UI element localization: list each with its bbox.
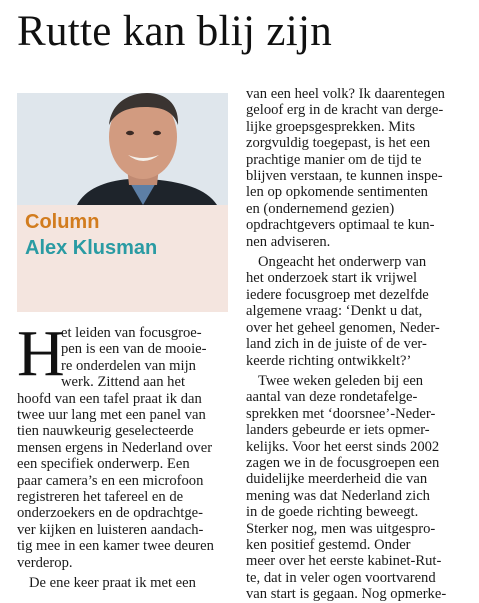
text-line: over het geheel genomen, Neder- <box>246 319 440 336</box>
byline-box <box>17 205 228 312</box>
paragraph <box>17 317 232 571</box>
text-line: van start is gegaan. Nog opmerke- <box>246 586 447 603</box>
text-line: Sterker nog, men was uitgespro- <box>246 520 436 537</box>
text-line: te, dat in veler ogen voortvarend <box>246 569 436 586</box>
text-line: nen adviseren. <box>246 233 331 250</box>
text-line: ver kijken en luisteren aandach- <box>17 521 204 538</box>
text-line: lijke groepsgesprekken. Mits <box>246 118 416 135</box>
text-line: mening was dat Nederland zich <box>246 487 430 504</box>
column-kicker: Column <box>25 211 100 233</box>
text-line: een specifiek onderwerp. Een <box>17 456 190 473</box>
text-line: twee uur lang met een panel van <box>17 407 206 424</box>
text-line: kelijks. Voor het eerst sinds 2002 <box>246 438 440 455</box>
headline: Rutte kan blij zijn <box>17 8 333 55</box>
text-line: tig mee in een kamer twee deuren <box>17 538 214 555</box>
paragraph <box>246 254 461 369</box>
text-line: Ongeacht het onderwerp van <box>258 254 427 271</box>
text-line: keerde richting ontwikkelt?’ <box>246 352 412 369</box>
text-line: ken positief gestemd. Onder <box>246 536 411 553</box>
text-line: zagen we in de focusgroepen een <box>246 454 440 471</box>
text-line: opdrachtgevers optimaal te kun- <box>246 217 435 234</box>
text-line: en (ondernemend gezien) <box>246 200 395 217</box>
text-line: et leiden van focusgroe- <box>61 325 202 341</box>
paragraph <box>246 373 461 603</box>
article-column-right <box>246 86 461 603</box>
text-line: duidelijke meerderheid die van <box>246 471 428 488</box>
text-line: iedere focusgroep met dezelfde <box>246 286 429 303</box>
text-line: pen is een van de mooie- <box>61 341 207 358</box>
text-line: werk. Zittend aan het <box>61 374 185 391</box>
text-line: zorgvuldig toegepast, is het een <box>246 135 431 152</box>
text-line: meer over het eerste kabinet-Rut- <box>246 553 442 570</box>
drop-cap: H <box>17 317 65 390</box>
text-line: Twee weken geleden bij een <box>258 372 424 389</box>
text-line: len op opkomende sentimenten <box>246 184 428 201</box>
text-line: aantal van deze rondetafelge- <box>246 389 418 406</box>
paragraph <box>17 575 232 591</box>
text-line: algemene vraag: ‘Denkt u dat, <box>246 303 423 320</box>
text-line: land zich in de juiste of de ver- <box>246 336 427 353</box>
text-line: paar camera’s en een microfoon <box>17 472 204 489</box>
text-line: re onderdelen van mijn <box>61 357 196 374</box>
text-line: De ene keer praat ik met een <box>29 575 196 592</box>
author-photo <box>17 93 228 205</box>
text-line: het onderzoek start ik vrijwel <box>246 270 418 287</box>
text-line: geloof erg in de kracht van derge- <box>246 102 444 119</box>
text-line: mensen ergens in Nederland over <box>17 439 213 456</box>
text-line: hoofd van een tafel praat ik dan <box>17 390 202 407</box>
text-line: van een heel volk? Ik daarentegen <box>246 86 445 102</box>
text-line: onderzoekers en de opdrachtge- <box>17 505 203 522</box>
text-line: landers gebeurde er iets opmer- <box>246 422 430 439</box>
text-line: tien nauwkeurig geselecteerde <box>17 423 194 440</box>
text-line: blijven verstaan, te kunnen inspe- <box>246 168 443 185</box>
text-line: in de goede richting beweegt. <box>246 504 419 521</box>
text-line: prachtige manier om de tijd te <box>246 151 422 168</box>
text-line: sprekken met ‘doorsnee’-Neder- <box>246 405 436 422</box>
text-line: registreren het tafereel en de <box>17 489 184 506</box>
author-name: Alex Klusman <box>25 237 158 259</box>
article-column-left <box>17 317 232 592</box>
paragraph <box>246 86 461 250</box>
text-line: verderop. <box>17 554 73 571</box>
